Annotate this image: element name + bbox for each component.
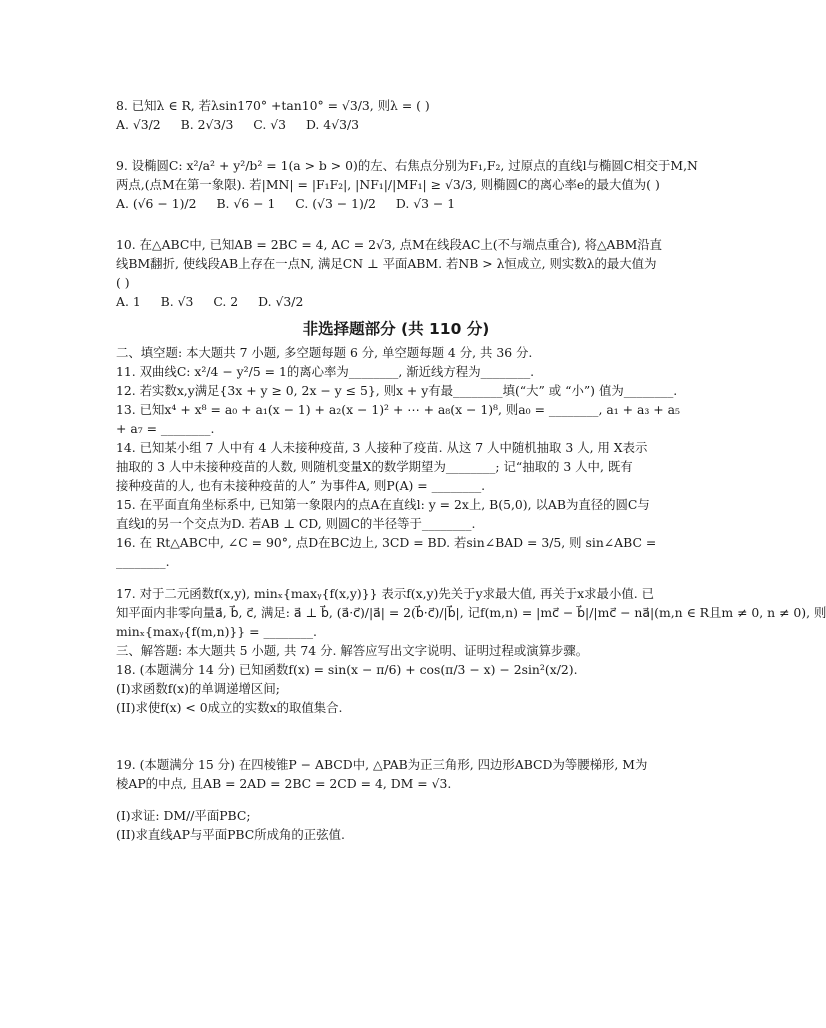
question-9-option-c: C. (√3 − 1)/2 — [295, 196, 376, 211]
question-19-part-2: (II)求直线AP与平面PBC所成角的正弦值. — [116, 827, 345, 842]
question-10-option-d: D. √3/2 — [258, 294, 304, 309]
question-13-line: 13. 已知x⁴ + x⁸ = a₀ + a₁(x − 1) + a₂(x − 1)² + ⋯ + a₈(x − 1)⁸, 则a₀ = ________, a₁ + a₃ + a₅ — [116, 402, 680, 417]
exam-page — [116, 96, 826, 844]
question-9 — [116, 156, 698, 213]
question-15-line: 直线l的另一个交点为D. 若AB ⊥ CD, 则圆C的半径等于________. — [116, 516, 476, 531]
question-9-option-a: A. (√6 − 1)/2 — [116, 196, 197, 211]
question-18-line: 18. (本题满分 14 分) 已知函数f(x) = sin(x − π/6) + cos(π/3 − x) − 2sin²(x/2). — [116, 662, 578, 677]
question-8-options — [116, 115, 676, 134]
question-17 — [116, 584, 826, 641]
question-18-part-2: (II)求使f(x) < 0成立的实数x的取值集合. — [116, 700, 343, 715]
question-8-option-b: B. 2√3/3 — [180, 117, 234, 132]
question-8-option-d: D. 4√3/3 — [305, 117, 360, 132]
question-10 — [116, 235, 676, 311]
question-9-option-b: B. √6 − 1 — [216, 196, 276, 211]
question-17-line: 知平面内非零向量a⃗, b⃗, c⃗, 满足: a⃗ ⊥ b⃗, (a⃗·c⃗)/|a⃗| = 2(b⃗·c⃗)/|b⃗|, 记f(m,n) = |mc⃗ − b⃗|/|mc⃗ − na⃗|(m,n ∈ R且m ≠ 0, n ≠ 0), 则 — [116, 605, 826, 620]
question-14-line: 接种疫苗的人, 也有未接种疫苗的人” 为事件A, 则P(A) = ________. — [116, 478, 486, 493]
question-16-line: ________. — [116, 554, 170, 569]
question-18 — [116, 660, 676, 717]
question-15-line: 15. 在平面直角坐标系中, 已知第一象限内的点A在直线l: y = 2x上, B(5,0), 以AB为直径的圆C与 — [116, 497, 650, 512]
question-12: 12. 若实数x,y满足{3x + y ≥ 0, 2x − y ≤ 5}, 则x + y有最________填(“大” 或 “小”) 值为________. — [116, 383, 678, 398]
question-11: 11. 双曲线C: x²/4 − y²/5 = 1的离心率为________, 渐近线方程为________. — [116, 364, 535, 379]
part-3-heading: 三、解答题: 本大题共 5 小题, 共 74 分. 解答应写出文字说明、证明过程或演算步骤。 — [116, 643, 589, 658]
question-17-line: minₓ{maxᵧ{f(m,n)}} = ________. — [116, 624, 317, 639]
part-2-heading: 二、填空题: 本大题共 7 小题, 多空题每题 6 分, 单空题每题 4 分, 共 36 分. — [116, 345, 533, 360]
question-18-part-1: (I)求函数f(x)的单调递增区间; — [116, 681, 280, 696]
section-title: 非选择题部分 (共 110 分) — [302, 320, 490, 338]
question-10-stem-line: 10. 在△ABC中, 已知AB = 2BC = 4, AC = 2√3, 点M在线段AC上(不与端点重合), 将△ABM沿直 — [116, 237, 663, 252]
question-17-line: 17. 对于二元函数f(x,y), minₓ{maxᵧ{f(x,y)}} 表示f(x,y)先关于y求最大值, 再关于x求最小值. 已 — [116, 586, 654, 601]
question-8 — [116, 96, 676, 134]
question-8-option-c: C. √3 — [253, 117, 286, 132]
question-13 — [116, 400, 680, 438]
question-10-option-c: C. 2 — [213, 294, 239, 309]
question-8-stem: 8. 已知λ ∈ R, 若λsin170° +tan10° = √3/3, 则λ = ( ) — [116, 98, 430, 113]
question-10-option-a: A. 1 — [116, 294, 141, 309]
question-10-option-b: B. √3 — [160, 294, 194, 309]
question-13-line: + a₇ = ________. — [116, 421, 215, 436]
question-9-option-d: D. √3 − 1 — [395, 196, 456, 211]
question-10-stem-line: ( ) — [116, 275, 130, 290]
question-9-stem-line: 9. 设椭圆C: x²/a² + y²/b² = 1(a > b > 0)的左、右焦点分别为F₁,F₂, 过原点的直线l与椭圆C相交于M,N — [116, 158, 698, 173]
question-16 — [116, 533, 676, 571]
question-14-line: 抽取的 3 人中未接种疫苗的人数, 则随机变量X的数学期望为________; 记“抽取的 3 人中, 既有 — [116, 459, 633, 474]
question-10-options — [116, 292, 676, 311]
question-15 — [116, 495, 676, 533]
question-14 — [116, 438, 676, 495]
question-19-line: 棱AP的中点, 且AB = 2AD = 2BC = 2CD = 4, DM = √3. — [116, 776, 452, 791]
question-19 — [116, 755, 676, 844]
question-9-stem-line: 两点,(点M在第一象限). 若|MN| = |F₁F₂|, |NF₁|/|MF₁| ≥ √3/3, 则椭圆C的离心率e的最大值为( ) — [116, 177, 660, 192]
question-16-line: 16. 在 Rt△ABC中, ∠C = 90°, 点D在BC边上, 3CD = BD. 若sin∠BAD = 3/5, 则 sin∠ABC = — [116, 535, 657, 550]
question-14-line: 14. 已知某小组 7 人中有 4 人未接种疫苗, 3 人接种了疫苗. 从这 7 人中随机抽取 3 人, 用 X表示 — [116, 440, 648, 455]
question-19-line: 19. (本题满分 15 分) 在四棱锥P − ABCD中, △PAB为正三角形, 四边形ABCD为等腰梯形, M为 — [116, 757, 648, 772]
question-9-options — [116, 194, 676, 213]
question-10-stem-line: 线BM翻折, 使线段AB上存在一点N, 满足CN ⊥ 平面ABM. 若NB > λ恒成立, 则实数λ的最大值为 — [116, 256, 657, 271]
question-19-part-1: (I)求证: DM//平面PBC; — [116, 808, 251, 823]
question-8-option-a: A. √3/2 — [116, 117, 161, 132]
